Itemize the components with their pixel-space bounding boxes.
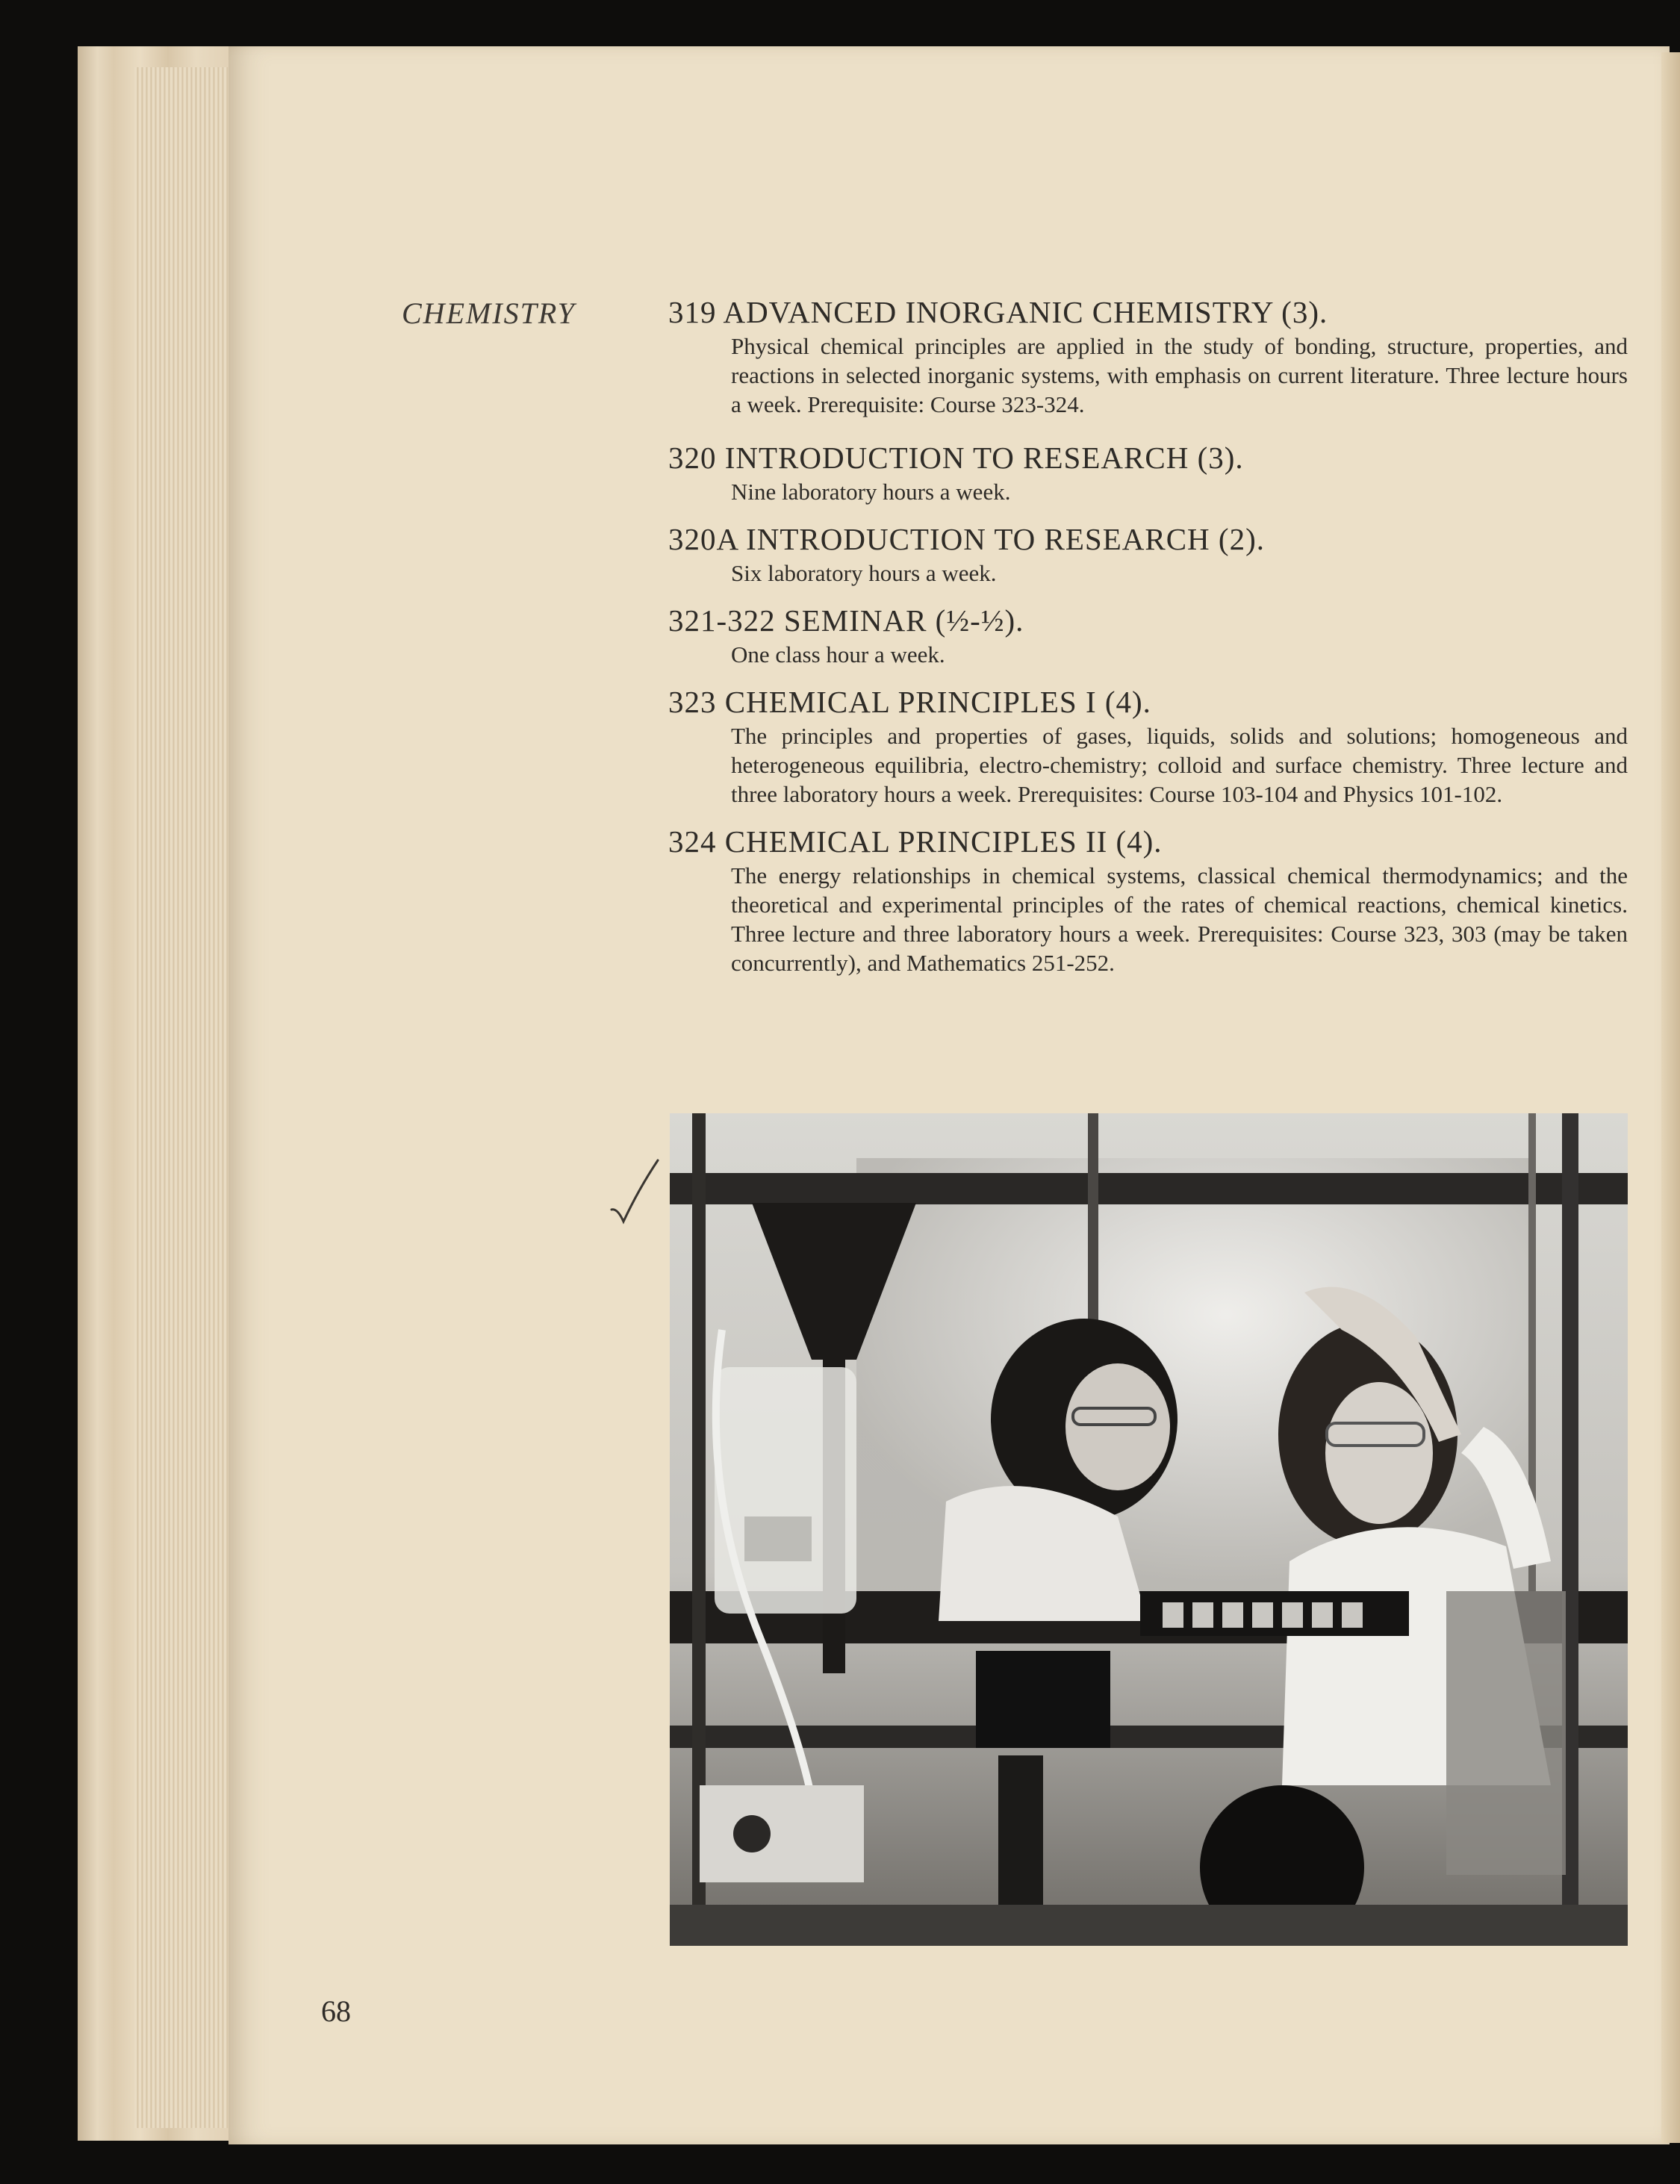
course-description: Six laboratory hours a week. bbox=[731, 560, 997, 586]
course-title: 320A INTRODUCTION TO RESEARCH (2). bbox=[668, 522, 1265, 556]
course-list bbox=[668, 293, 1628, 977]
page-number: 68 bbox=[321, 1994, 351, 2028]
section-label: CHEMISTRY bbox=[402, 296, 576, 330]
course-entry bbox=[668, 601, 1628, 669]
course-title: 323 CHEMICAL PRINCIPLES I (4). bbox=[668, 685, 1151, 719]
course-entry bbox=[668, 520, 1628, 588]
course-entry bbox=[668, 822, 1628, 977]
course-description: Physical chemical principles are applied in the study of bonding, structure, properties, and reactions in selected inorganic systems, with emphasis on current literature. Three lecture hours a week. Prerequisite: Course 323-324. bbox=[731, 333, 1628, 417]
page-right-edge bbox=[1661, 52, 1680, 2143]
course-description: Nine laboratory hours a week. bbox=[731, 479, 1011, 505]
course-description: The energy relationships in chemical systems, classical chemical thermodynamics; and the theoretical and experimental principles of the rates of chemical reactions, chemical kinetics. Three lecture and three laboratory hours a week. Prerequisites: Course 323, 303 (may be taken concurrently), and Mathematics 251-252. bbox=[731, 862, 1628, 976]
course-title: 321-322 SEMINAR (½-½). bbox=[668, 603, 1024, 638]
lab-photo-illustration bbox=[670, 1113, 1628, 1946]
course-description: The principles and properties of gases, liquids, solids and solutions; homogeneous and heterogeneous equilibria, electro-chemistry; colloid and surface chemistry. Three lecture and three laboratory hours a week. Prerequisites: Course 103-104 and Physics 101-102. bbox=[731, 723, 1628, 807]
course-title: 319 ADVANCED INORGANIC CHEMISTRY (3). bbox=[668, 295, 1328, 329]
course-description: One class hour a week. bbox=[731, 641, 945, 668]
lab-photo bbox=[670, 1113, 1628, 1946]
course-entry bbox=[668, 682, 1628, 809]
course-title: 320 INTRODUCTION TO RESEARCH (3). bbox=[668, 441, 1244, 475]
checkmark-icon bbox=[609, 1156, 661, 1231]
course-title: 324 CHEMICAL PRINCIPLES II (4). bbox=[668, 824, 1163, 859]
course-entry bbox=[668, 438, 1628, 506]
course-entry bbox=[668, 293, 1628, 419]
